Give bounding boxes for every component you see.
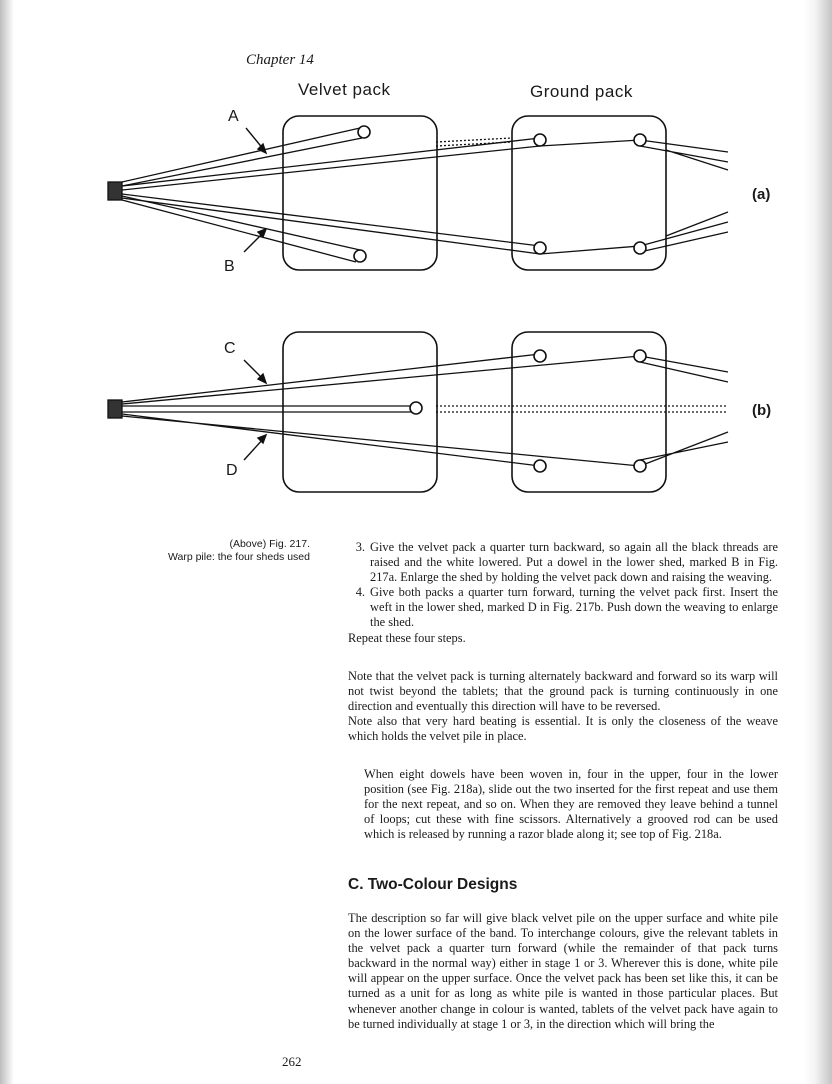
step-3-number: 3.: [355, 540, 365, 554]
section-heading: C. Two-Colour Designs: [348, 876, 518, 893]
two-colour-paragraph: [348, 911, 778, 1032]
page-number: 262: [282, 1054, 302, 1069]
dowels-text: When eight dowels have been woven in, four in the upper, four in the lower position (see Fig. 218a), slide out the two inserted for the first repeat and use them for the next repeat, and so on. When they are removed they leave behind a tunnel of loops; cut these with fine scissors. Alternatively a grooved rod can be used which is released by running a razor blade along it; see top of Fig. 218a.: [364, 767, 778, 842]
repeat-line: Repeat these four steps.: [348, 630, 466, 645]
arrowhead-d: [258, 435, 266, 443]
caption-line-1: (Above) Fig. 217.: [229, 538, 310, 550]
shed-label-b: B: [224, 258, 235, 275]
step-4-number: 4.: [355, 585, 365, 600]
hole-velvet-top-a: [358, 126, 370, 138]
note-1: Note that the velvet pack is turning alternately backward and forward so its warp will not twist beyond the tablets; that the ground pack is turning continuously in one direction and eventually this direction will have to be reversed.: [348, 669, 778, 714]
chapter-header: Chapter 14: [246, 52, 314, 68]
subfigure-label-b: (b): [752, 402, 772, 419]
hole-ground-tr-b: [634, 350, 646, 362]
step-3-text: Give the velvet pack a quarter turn backward, so again all the black threads are raised and the white lowered. Put a dowel in the lower shed, marked B in Fig. 217a. Enlarge the shed by holding the velvet pack down and raising the weaving.: [370, 540, 778, 585]
woven-band-a: [108, 182, 122, 200]
woven-band-b: [108, 400, 122, 418]
step-4-text: Give both packs a quarter turn forward, turning the velvet pack first. Insert the weft in the lower shed, marked D in Fig. 217b. Push down the weaving to enlarge the shed.: [370, 585, 778, 630]
shed-label-d: D: [226, 462, 238, 479]
shed-hatch-a: [436, 138, 512, 146]
subfigure-label-a: (a): [752, 186, 771, 203]
figure-caption: [120, 538, 310, 564]
caption-line-2: Warp pile: the four sheds used: [167, 551, 310, 563]
ground-pack-label: Ground pack: [530, 82, 633, 101]
dowels-paragraph: [364, 767, 778, 842]
steps-block: [348, 540, 778, 646]
step-4: [348, 585, 778, 630]
hole-ground-br-b: [634, 460, 646, 472]
velvet-pack-label: Velvet pack: [298, 80, 391, 99]
shed-label-c: C: [224, 340, 236, 357]
two-colour-text: The description so far will give black velvet pile on the upper surface and white pile on the lower surface of the band. To interchange colours, give the relevant tablets in the velvet pack a quarter turn forward (while the remainder of that pack turns backward in the normal way) either in stage 1 or 3. Wherever this is done, white pile will appear on the upper surface. Once the velvet pack has been set like this, it can be turned as a unit for as long as white pile is wanted in those particular places. But whenever another change in colour is wanted, tablets of the velvet pack have again to be turned individually at stage 1 or 3, in the direction which will bring the: [348, 911, 778, 1031]
hole-ground-tl-a: [534, 134, 546, 146]
hole-ground-bl-b: [534, 460, 546, 472]
hole-velvet-b: [410, 402, 422, 414]
note-2: Note also that very hard beating is essential. It is only the closeness of the weave which holds the velvet pile in place.: [348, 714, 778, 744]
figure-217: [0, 0, 832, 530]
hole-ground-br-a: [634, 242, 646, 254]
notes-block: [348, 669, 778, 744]
hole-ground-tl-b: [534, 350, 546, 362]
hole-velvet-bottom-a: [354, 250, 366, 262]
arrowhead-a: [258, 144, 266, 153]
step-3: [348, 540, 778, 585]
velvet-tablet-a: [283, 116, 437, 270]
hole-ground-tr-a: [634, 134, 646, 146]
shed-label-a: A: [228, 108, 239, 125]
hole-ground-bl-a: [534, 242, 546, 254]
